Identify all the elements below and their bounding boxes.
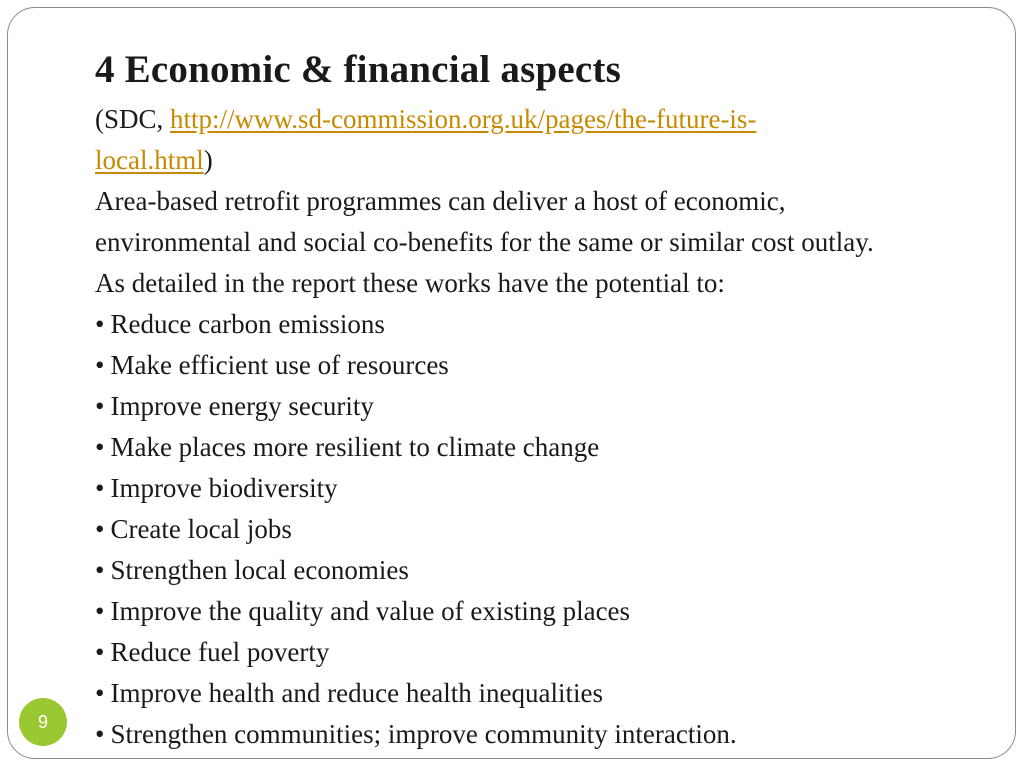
bullet-icon: •: [95, 637, 105, 667]
intro-line: environmental and social co-benefits for the same or similar cost outlay.: [95, 227, 874, 257]
bullet-icon: •: [95, 473, 105, 503]
list-item: [95, 304, 995, 345]
list-item: [95, 509, 995, 550]
source-citation-line-1: [95, 99, 995, 140]
bullet-icon: •: [95, 350, 105, 380]
source-prefix: (SDC,: [95, 104, 171, 134]
list-item-text: Make efficient use of resources: [110, 350, 449, 380]
slide-content: [95, 47, 995, 755]
bullet-icon: •: [95, 309, 105, 339]
bullet-icon: •: [95, 719, 105, 749]
list-item: [95, 427, 995, 468]
benefits-list: [95, 304, 995, 755]
list-item: [95, 591, 995, 632]
list-item-text: Improve energy security: [110, 391, 374, 421]
bullet-icon: •: [95, 514, 105, 544]
list-item: [95, 386, 995, 427]
intro-line: As detailed in the report these works have the potential to:: [95, 268, 725, 298]
bullet-icon: •: [95, 391, 105, 421]
source-link-part-2[interactable]: local.html: [95, 145, 204, 175]
list-item: [95, 550, 995, 591]
list-item: [95, 673, 995, 714]
list-item-text: Reduce carbon emissions: [110, 309, 385, 339]
intro-line: Area-based retrofit programmes can deliver a host of economic,: [95, 186, 786, 216]
list-item: [95, 345, 995, 386]
list-item-text: Reduce fuel poverty: [110, 637, 330, 667]
list-item: [95, 714, 995, 755]
list-item: [95, 468, 995, 509]
list-item-text: Improve biodiversity: [110, 473, 338, 503]
source-link-part-1[interactable]: http://www.sd-commission.org.uk/pages/the-future-is-: [170, 104, 757, 134]
source-suffix: ): [203, 145, 213, 175]
list-item-text: Improve the quality and value of existing places: [110, 596, 631, 626]
list-item: [95, 632, 995, 673]
list-item-text: Strengthen communities; improve community interaction.: [110, 719, 737, 749]
bullet-icon: •: [95, 432, 105, 462]
bullet-icon: •: [95, 555, 105, 585]
bullet-icon: •: [95, 678, 105, 708]
list-item-text: Make places more resilient to climate change: [110, 432, 600, 462]
source-citation-line-2: [95, 140, 995, 181]
slide-title: 4 Economic & financial aspects: [95, 48, 621, 91]
list-item-text: Improve health and reduce health inequalities: [110, 678, 604, 708]
list-item-text: Strengthen local economies: [110, 555, 409, 585]
bullet-icon: •: [95, 596, 105, 626]
list-item-text: Create local jobs: [110, 514, 292, 544]
page-number-badge: 9: [19, 698, 67, 746]
